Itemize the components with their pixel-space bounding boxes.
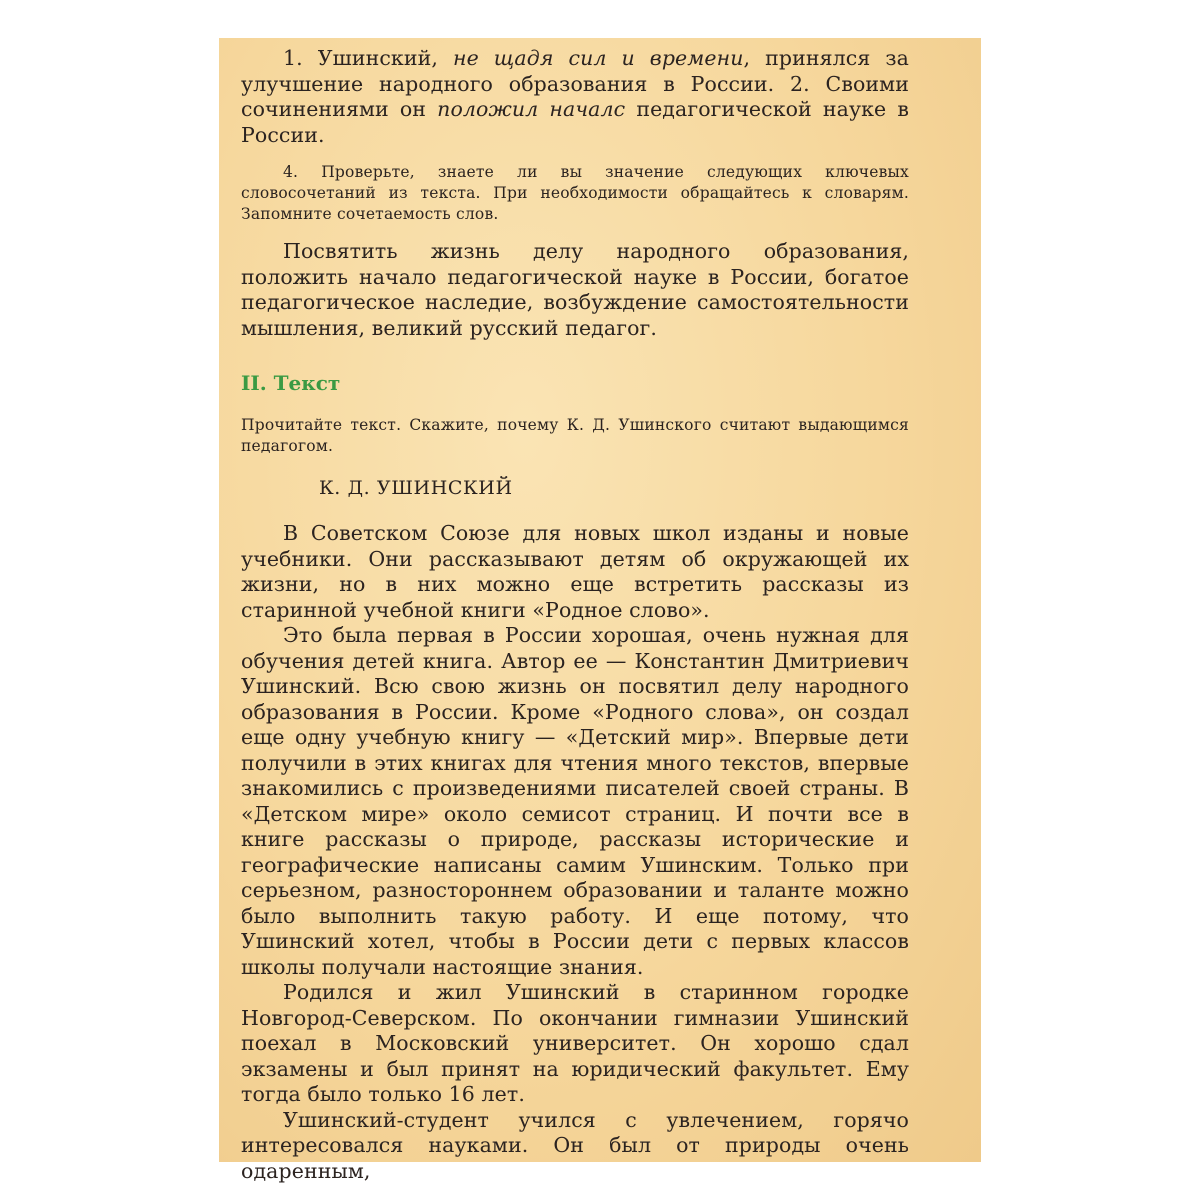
article-paragraph: Ушинский-студент учился с увлечением, горячо интересовался науками. Он был от природы очень одаренным, (241, 1107, 909, 1183)
exercise-4-instruction: 4. Проверьте, знаете ли вы значение следующих ключевых словосочетаний из текста. При необходимости обращайтесь к словарям. Запомните сочетаемость слов. (241, 163, 909, 223)
article-title: К. Д. УШИНСКИЙ (319, 477, 513, 499)
section-heading: II. Текст (241, 371, 341, 395)
article-paragraph: В Советском Союзе для новых школ изданы и новые учебники. Они рассказывают детям об окружающей их жизни, но в них можно еще встретить рассказы из старинной учебной книги «Родное слово». (241, 521, 909, 622)
article-paragraph: Родился и жил Ушинский в старинном городке Новгород-Северском. По окончании гимназии Ушинский поехал в Московский университет. Он хорошо сдал экзамены и был принят на юридический факультет. Ему тогда было только 16 лет. (241, 980, 909, 1106)
article-paragraph: Это была первая в России хорошая, очень нужная для обучения детей книга. Автор ее — Константин Дмитриевич Ушинский. Всю свою жизнь он посвятил делу народного образования в России. Кроме «Родного слова», он создал еще одну учебную книгу — «Детский мир». Впервые дети получили в этих книгах для чтения много текстов, впервые знакомились с произведениями писателей своей страны. В «Детском мире» около семисот страниц. И почти все в книге рассказы о природе, рассказы исторические и географические написаны самим Ушинским. Только при серьезном, разностороннем образовании и таланте можно было выполнить такую работу. И еще потому, что Ушинский хотел, чтобы в России дети с первых классов школы получали настоящие знания. (241, 623, 909, 979)
exercise-4-phrases: Посвятить жизнь делу народного образования, положить начало педагогической науке в России, богатое педагогическое наследие, возбуждение самостоятельности мышления, великий русский педагог. (241, 239, 909, 340)
book-page (219, 38, 981, 1183)
emphasized-phrase: положил началс (437, 97, 626, 121)
section-instruction: Прочитайте текст. Скажите, почему К. Д. Ушинского считают выдающимся педагогом. (241, 416, 909, 455)
exercise-3-text: 1. Ушинский, не щадя сил и времени, принялся за улучшение народного образования в России. 2. Своими сочинениями он положил началс педагогической науке в России. (241, 46, 909, 147)
emphasized-phrase: не щадя сил и времени (452, 46, 744, 70)
